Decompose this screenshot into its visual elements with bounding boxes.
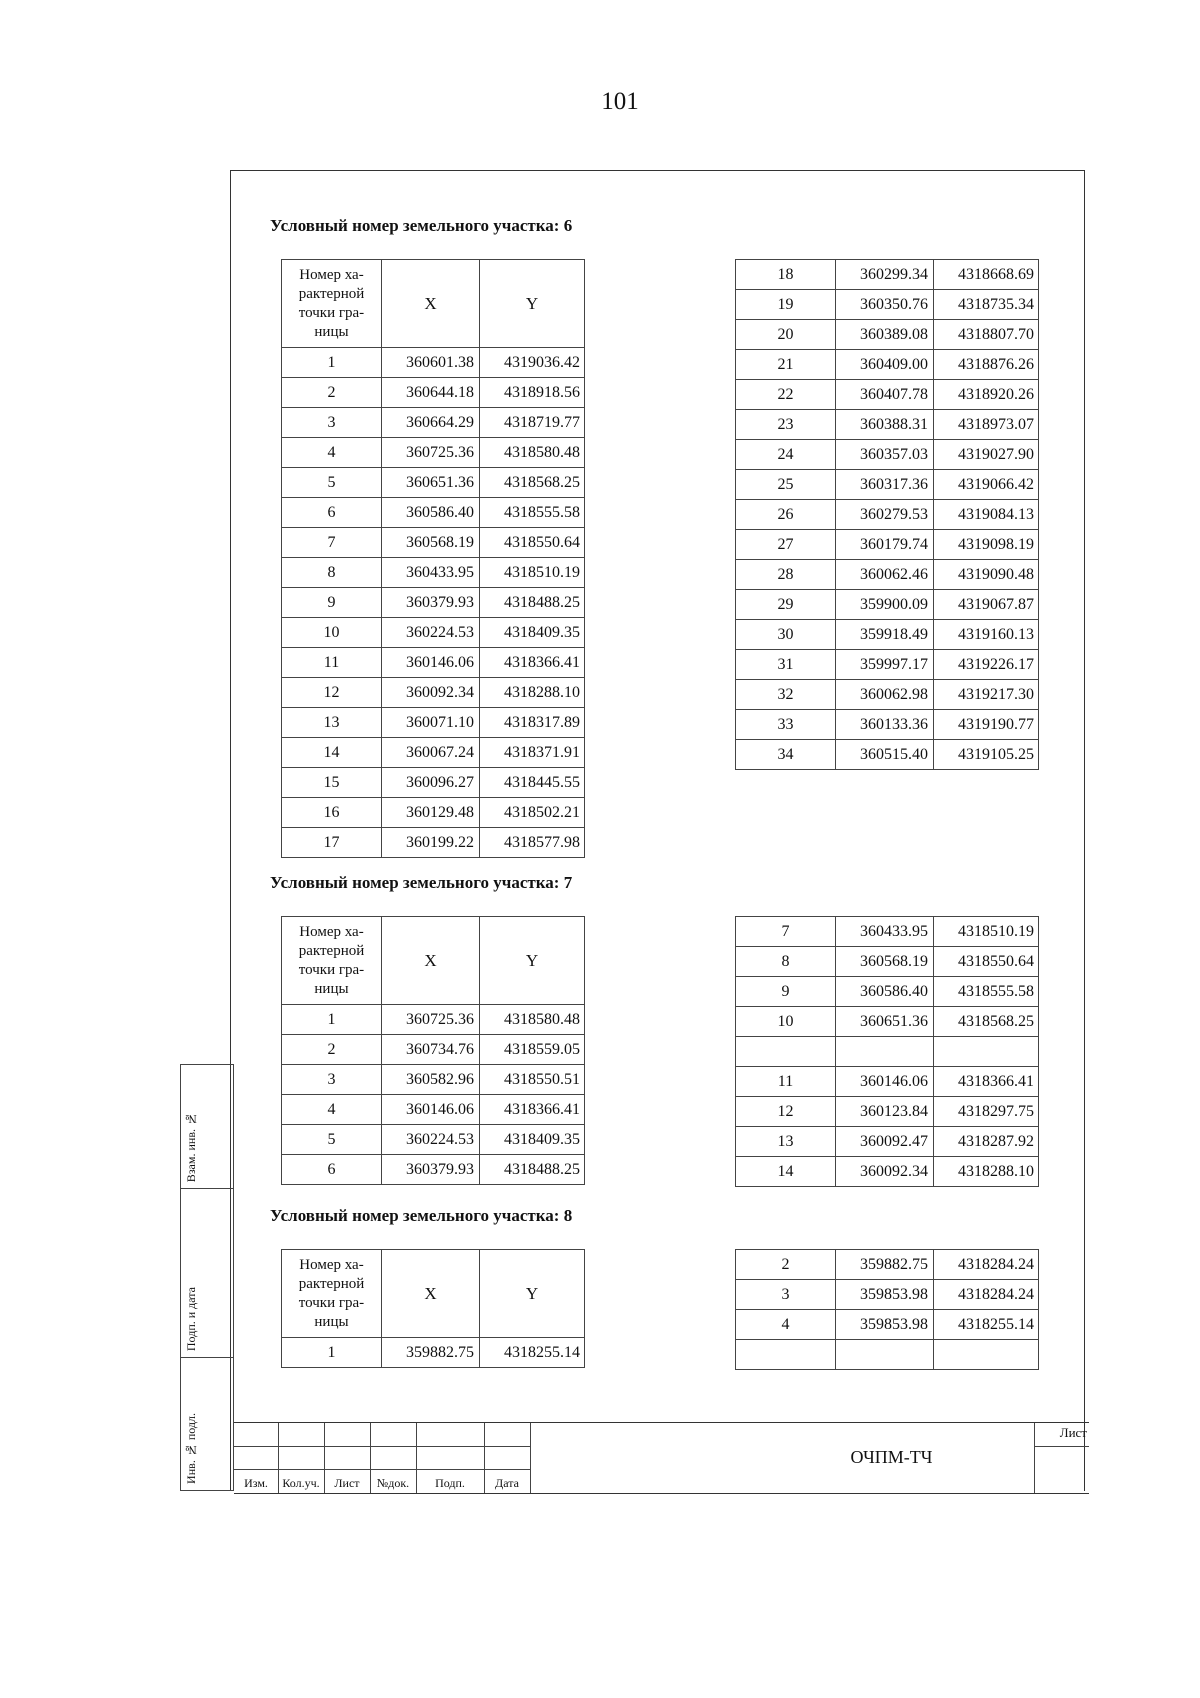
point-number-cell: 14 [282, 738, 382, 768]
point-number-cell: 31 [736, 650, 836, 680]
title-block-list: Лист [334, 1476, 360, 1490]
point-number-cell: 30 [736, 620, 836, 650]
x-coordinate-cell: 360062.98 [836, 680, 934, 710]
point-number-cell: 1 [282, 1338, 382, 1368]
table-row [282, 828, 585, 858]
x-coordinate-cell: 360062.46 [836, 560, 934, 590]
y-coordinate-cell: 4318409.35 [480, 618, 585, 648]
y-coordinate-cell: 4318502.21 [480, 798, 585, 828]
table-row [282, 588, 585, 618]
column-header-x: X [382, 1250, 480, 1338]
table-row [736, 410, 1039, 440]
point-number-cell: 8 [282, 558, 382, 588]
x-coordinate-cell: 360350.76 [836, 290, 934, 320]
x-coordinate-cell: 360582.96 [382, 1065, 480, 1095]
point-number-cell: 32 [736, 680, 836, 710]
table-row [736, 1157, 1039, 1187]
point-number-cell: 27 [736, 530, 836, 560]
point-number-cell: 12 [736, 1097, 836, 1127]
x-coordinate-cell: 359853.98 [836, 1280, 934, 1310]
table-row [282, 1095, 585, 1125]
x-coordinate-cell: 360433.95 [836, 917, 934, 947]
y-coordinate-cell: 4318284.24 [934, 1250, 1039, 1280]
table-row [282, 1125, 585, 1155]
point-number-cell: 20 [736, 320, 836, 350]
table-row [282, 618, 585, 648]
x-coordinate-cell: 360146.06 [382, 648, 480, 678]
point-number-cell: 10 [736, 1007, 836, 1037]
table-row [736, 590, 1039, 620]
x-coordinate-cell: 360071.10 [382, 708, 480, 738]
y-coordinate-cell: 4318580.48 [480, 1005, 585, 1035]
x-coordinate-cell: 360092.47 [836, 1127, 934, 1157]
table-row [736, 1067, 1039, 1097]
table-row [282, 678, 585, 708]
point-number-cell: 9 [282, 588, 382, 618]
table-row [736, 1127, 1039, 1157]
table-row [282, 348, 585, 378]
table-header-row [282, 1250, 585, 1338]
x-coordinate-cell: 360734.76 [382, 1035, 480, 1065]
section-8-coordinates-table-left [281, 1249, 585, 1368]
y-coordinate-cell: 4318555.58 [480, 498, 585, 528]
y-coordinate-cell: 4318255.14 [480, 1338, 585, 1368]
point-number-cell: 10 [282, 618, 382, 648]
point-number-cell: 2 [282, 378, 382, 408]
x-coordinate-cell: 360317.36 [836, 470, 934, 500]
table-row [282, 648, 585, 678]
y-coordinate-cell: 4318288.10 [480, 678, 585, 708]
table-row [736, 977, 1039, 1007]
x-coordinate-cell: 360379.93 [382, 1155, 480, 1185]
point-number-cell: 9 [736, 977, 836, 1007]
table-row [282, 558, 585, 588]
x-coordinate-cell: 360586.40 [382, 498, 480, 528]
x-coordinate-cell: 360067.24 [382, 738, 480, 768]
x-coordinate-cell: 359918.49 [836, 620, 934, 650]
section-8-title: Условный номер земельного участка: 8 [270, 1206, 573, 1225]
point-number-cell: 19 [736, 290, 836, 320]
table-row [282, 438, 585, 468]
title-block-koluch: Кол.уч. [282, 1476, 320, 1490]
y-coordinate-cell: 4318668.69 [934, 260, 1039, 290]
table-row [282, 498, 585, 528]
point-number-cell: 6 [282, 498, 382, 528]
document-code: ОЧПМ-ТЧ [850, 1447, 933, 1467]
y-coordinate-cell: 4319090.48 [934, 560, 1039, 590]
point-number-cell: 23 [736, 410, 836, 440]
x-coordinate-cell: 360568.19 [836, 947, 934, 977]
section-7-title: Условный номер земельного участка: 7 [270, 873, 573, 892]
x-coordinate-cell: 360433.95 [382, 558, 480, 588]
y-coordinate-cell: 4319084.13 [934, 500, 1039, 530]
column-header-y: Y [480, 260, 585, 348]
table-row [736, 947, 1039, 977]
table-row [282, 708, 585, 738]
point-number-cell: 11 [736, 1067, 836, 1097]
column-header-x: X [382, 917, 480, 1005]
table-row [282, 528, 585, 558]
x-coordinate-cell: 360224.53 [382, 1125, 480, 1155]
y-coordinate-cell: 4318409.35 [480, 1125, 585, 1155]
title-block-data: Дата [495, 1476, 519, 1490]
title-block-izm: Изм. [244, 1476, 268, 1490]
point-number-cell [736, 1037, 836, 1067]
x-coordinate-cell: 360092.34 [836, 1157, 934, 1187]
point-number-cell: 22 [736, 380, 836, 410]
x-coordinate-cell [836, 1340, 934, 1370]
side-stamp-podp-label: Подп. и дата [184, 1286, 198, 1351]
y-coordinate-cell: 4319067.87 [934, 590, 1039, 620]
table-row [736, 350, 1039, 380]
column-header-y: Y [480, 1250, 585, 1338]
y-coordinate-cell: 4318807.70 [934, 320, 1039, 350]
y-coordinate-cell: 4318287.92 [934, 1127, 1039, 1157]
point-number-cell: 1 [282, 348, 382, 378]
x-coordinate-cell: 360146.06 [836, 1067, 934, 1097]
x-coordinate-cell: 360586.40 [836, 977, 934, 1007]
table-row [282, 1005, 585, 1035]
table-row [736, 710, 1039, 740]
y-coordinate-cell: 4318284.24 [934, 1280, 1039, 1310]
point-number-cell: 8 [736, 947, 836, 977]
side-stamp-inv [180, 1357, 234, 1491]
y-coordinate-cell: 4318580.48 [480, 438, 585, 468]
x-coordinate-cell: 360146.06 [382, 1095, 480, 1125]
y-coordinate-cell [934, 1037, 1039, 1067]
y-coordinate-cell: 4318255.14 [934, 1310, 1039, 1340]
y-coordinate-cell: 4318735.34 [934, 290, 1039, 320]
table-row [282, 798, 585, 828]
x-coordinate-cell [836, 1037, 934, 1067]
y-coordinate-cell: 4318577.98 [480, 828, 585, 858]
column-header-point-number: Номер ха-рактерной точки гра-ницы [282, 917, 382, 1005]
x-coordinate-cell: 359853.98 [836, 1310, 934, 1340]
side-stamp-vzam-label: Взам. инв. № [184, 1111, 198, 1182]
section-6-coordinates-table-left [281, 259, 585, 858]
point-number-cell: 3 [282, 408, 382, 438]
y-coordinate-cell: 4318488.25 [480, 588, 585, 618]
point-number-cell: 11 [282, 648, 382, 678]
x-coordinate-cell: 360407.78 [836, 380, 934, 410]
point-number-cell: 5 [282, 468, 382, 498]
y-coordinate-cell [934, 1340, 1039, 1370]
column-header-y: Y [480, 917, 585, 1005]
x-coordinate-cell: 360299.34 [836, 260, 934, 290]
x-coordinate-cell: 360199.22 [382, 828, 480, 858]
x-coordinate-cell: 360379.93 [382, 588, 480, 618]
y-coordinate-cell: 4319105.25 [934, 740, 1039, 770]
y-coordinate-cell: 4318555.58 [934, 977, 1039, 1007]
x-coordinate-cell: 360129.48 [382, 798, 480, 828]
x-coordinate-cell: 360651.36 [836, 1007, 934, 1037]
table-row [736, 320, 1039, 350]
point-number-cell: 1 [282, 1005, 382, 1035]
table-row [736, 470, 1039, 500]
point-number-cell: 21 [736, 350, 836, 380]
x-coordinate-cell: 360568.19 [382, 528, 480, 558]
y-coordinate-cell: 4318366.41 [480, 648, 585, 678]
point-number-cell: 26 [736, 500, 836, 530]
table-row [282, 408, 585, 438]
y-coordinate-cell: 4318973.07 [934, 410, 1039, 440]
point-number-cell: 2 [736, 1250, 836, 1280]
table-row [736, 1037, 1039, 1067]
table-row [736, 530, 1039, 560]
x-coordinate-cell: 360664.29 [382, 408, 480, 438]
section-7-coordinates-table-left [281, 916, 585, 1185]
page-number: 101 [601, 88, 639, 115]
y-coordinate-cell: 4319066.42 [934, 470, 1039, 500]
table-row [282, 1065, 585, 1095]
table-row [736, 740, 1039, 770]
point-number-cell: 16 [282, 798, 382, 828]
point-number-cell: 13 [282, 708, 382, 738]
y-coordinate-cell: 4318510.19 [480, 558, 585, 588]
title-block-podp: Подп. [435, 1476, 465, 1490]
point-number-cell: 24 [736, 440, 836, 470]
side-stamp-inv-label: Инв. № подл. [184, 1413, 198, 1484]
table-header-row [282, 260, 585, 348]
table-row [282, 738, 585, 768]
y-coordinate-cell: 4318288.10 [934, 1157, 1039, 1187]
table-row [736, 1007, 1039, 1037]
column-header-x: X [382, 260, 480, 348]
x-coordinate-cell: 359997.17 [836, 650, 934, 680]
point-number-cell: 17 [282, 828, 382, 858]
table-row [736, 650, 1039, 680]
x-coordinate-cell: 360389.08 [836, 320, 934, 350]
column-header-point-number: Номер ха-рактерной точки гра-ницы [282, 1250, 382, 1338]
x-coordinate-cell: 360725.36 [382, 1005, 480, 1035]
point-number-cell: 25 [736, 470, 836, 500]
point-number-cell: 34 [736, 740, 836, 770]
point-number-cell: 18 [736, 260, 836, 290]
table-row [736, 1250, 1039, 1280]
table-row [736, 620, 1039, 650]
y-coordinate-cell: 4319098.19 [934, 530, 1039, 560]
y-coordinate-cell: 4319160.13 [934, 620, 1039, 650]
title-block [234, 1422, 1089, 1494]
section-6-coordinates-table-right [735, 259, 1039, 770]
x-coordinate-cell: 359900.09 [836, 590, 934, 620]
table-row [282, 1155, 585, 1185]
x-coordinate-cell: 360644.18 [382, 378, 480, 408]
table-row [282, 468, 585, 498]
y-coordinate-cell: 4318445.55 [480, 768, 585, 798]
x-coordinate-cell: 360601.38 [382, 348, 480, 378]
side-stamp-vzam [180, 1064, 234, 1189]
section-8-coordinates-table-right [735, 1249, 1039, 1370]
section-6-title: Условный номер земельного участка: 6 [270, 216, 573, 235]
title-block-ndok: №док. [376, 1476, 410, 1490]
side-stamp-podp [180, 1188, 234, 1358]
y-coordinate-cell: 4319190.77 [934, 710, 1039, 740]
point-number-cell: 4 [282, 1095, 382, 1125]
point-number-cell: 7 [736, 917, 836, 947]
x-coordinate-cell: 360651.36 [382, 468, 480, 498]
x-coordinate-cell: 360179.74 [836, 530, 934, 560]
y-coordinate-cell: 4318317.89 [480, 708, 585, 738]
table-row [282, 1338, 585, 1368]
y-coordinate-cell: 4318568.25 [480, 468, 585, 498]
table-row [736, 680, 1039, 710]
x-coordinate-cell: 360409.00 [836, 350, 934, 380]
y-coordinate-cell: 4318550.64 [480, 528, 585, 558]
y-coordinate-cell: 4318550.64 [934, 947, 1039, 977]
y-coordinate-cell: 4318297.75 [934, 1097, 1039, 1127]
x-coordinate-cell: 360224.53 [382, 618, 480, 648]
y-coordinate-cell: 4318366.41 [480, 1095, 585, 1125]
point-number-cell: 33 [736, 710, 836, 740]
y-coordinate-cell: 4319027.90 [934, 440, 1039, 470]
y-coordinate-cell: 4318366.41 [934, 1067, 1039, 1097]
point-number-cell: 3 [282, 1065, 382, 1095]
x-coordinate-cell: 360515.40 [836, 740, 934, 770]
point-number-cell: 29 [736, 590, 836, 620]
table-row [282, 378, 585, 408]
x-coordinate-cell: 359882.75 [382, 1338, 480, 1368]
column-header-point-number: Номер ха-рактерной точки гра-ницы [282, 260, 382, 348]
x-coordinate-cell: 360096.27 [382, 768, 480, 798]
point-number-cell: 28 [736, 560, 836, 590]
point-number-cell [736, 1340, 836, 1370]
y-coordinate-cell: 4318559.05 [480, 1035, 585, 1065]
y-coordinate-cell: 4318918.56 [480, 378, 585, 408]
y-coordinate-cell: 4318510.19 [934, 917, 1039, 947]
y-coordinate-cell: 4319217.30 [934, 680, 1039, 710]
x-coordinate-cell: 360123.84 [836, 1097, 934, 1127]
x-coordinate-cell: 359882.75 [836, 1250, 934, 1280]
point-number-cell: 4 [736, 1310, 836, 1340]
point-number-cell: 12 [282, 678, 382, 708]
x-coordinate-cell: 360279.53 [836, 500, 934, 530]
point-number-cell: 2 [282, 1035, 382, 1065]
y-coordinate-cell: 4319226.17 [934, 650, 1039, 680]
sheet-label: Лист [1059, 1425, 1087, 1440]
y-coordinate-cell: 4318920.26 [934, 380, 1039, 410]
x-coordinate-cell: 360388.31 [836, 410, 934, 440]
section-7-coordinates-table-right [735, 916, 1039, 1187]
point-number-cell: 13 [736, 1127, 836, 1157]
table-header-row [282, 917, 585, 1005]
table-row [736, 260, 1039, 290]
table-row [282, 1035, 585, 1065]
table-row [736, 560, 1039, 590]
table-row [736, 500, 1039, 530]
point-number-cell: 5 [282, 1125, 382, 1155]
table-row [736, 1280, 1039, 1310]
table-row [736, 440, 1039, 470]
y-coordinate-cell: 4319036.42 [480, 348, 585, 378]
x-coordinate-cell: 360357.03 [836, 440, 934, 470]
y-coordinate-cell: 4318719.77 [480, 408, 585, 438]
point-number-cell: 3 [736, 1280, 836, 1310]
table-row [736, 1340, 1039, 1370]
x-coordinate-cell: 360725.36 [382, 438, 480, 468]
table-row [736, 380, 1039, 410]
table-row [736, 1310, 1039, 1340]
table-row [736, 290, 1039, 320]
y-coordinate-cell: 4318371.91 [480, 738, 585, 768]
point-number-cell: 7 [282, 528, 382, 558]
y-coordinate-cell: 4318488.25 [480, 1155, 585, 1185]
y-coordinate-cell: 4318550.51 [480, 1065, 585, 1095]
y-coordinate-cell: 4318876.26 [934, 350, 1039, 380]
point-number-cell: 14 [736, 1157, 836, 1187]
table-row [736, 917, 1039, 947]
table-row [736, 1097, 1039, 1127]
y-coordinate-cell: 4318568.25 [934, 1007, 1039, 1037]
x-coordinate-cell: 360133.36 [836, 710, 934, 740]
table-row [282, 768, 585, 798]
point-number-cell: 15 [282, 768, 382, 798]
point-number-cell: 4 [282, 438, 382, 468]
point-number-cell: 6 [282, 1155, 382, 1185]
x-coordinate-cell: 360092.34 [382, 678, 480, 708]
